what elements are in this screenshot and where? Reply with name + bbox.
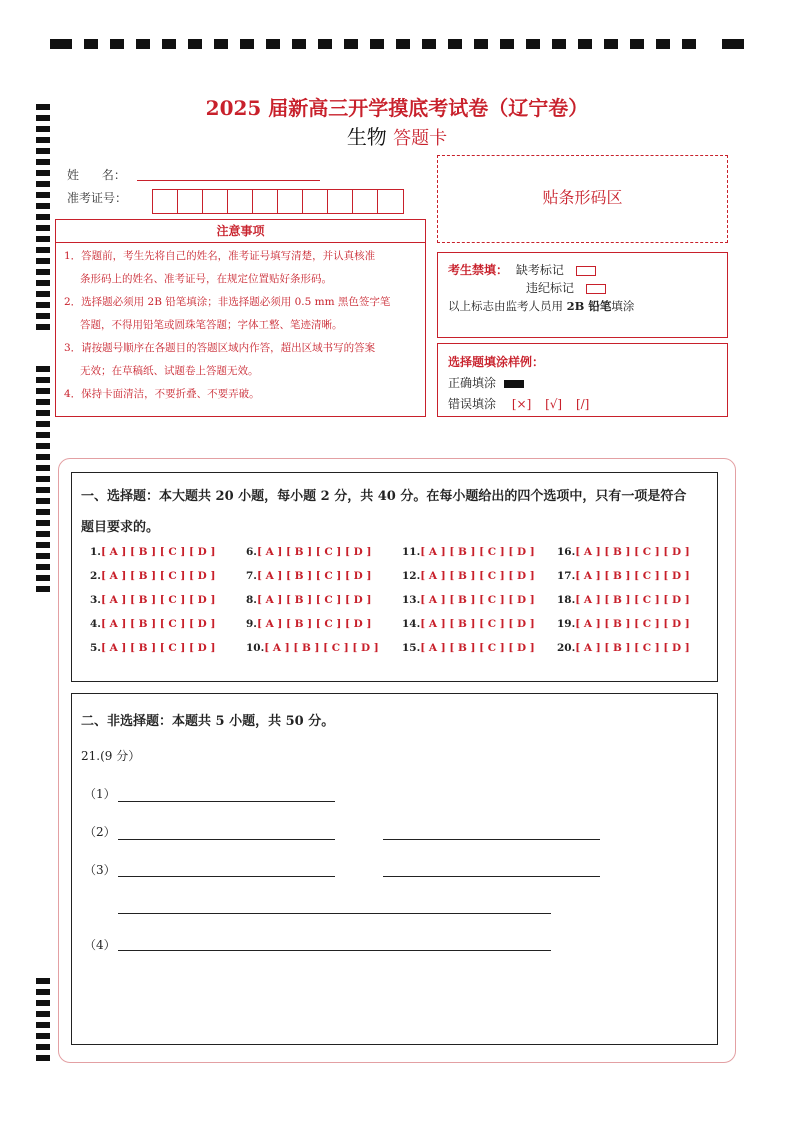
answer-options[interactable]: [ A ] [ B ] [ C ] [ D ] xyxy=(100,642,216,654)
part-1-label: （1） xyxy=(84,787,116,801)
timing-mark xyxy=(240,39,254,49)
timing-mark xyxy=(36,410,50,416)
answer-options[interactable]: [ A ] [ B ] [ C ] [ D ] xyxy=(100,570,216,582)
barcode-area: 贴条形码区 xyxy=(437,155,728,243)
answer-options[interactable]: [ A ] [ B ] [ C ] [ D ] xyxy=(420,546,535,558)
part-4-answer-line[interactable] xyxy=(118,950,551,951)
timing-mark xyxy=(36,465,50,471)
part-2-label: （2） xyxy=(84,825,116,839)
question-number: 15. xyxy=(402,642,421,654)
exam-subtitle xyxy=(0,121,794,150)
timing-mark xyxy=(36,247,50,253)
timing-mark xyxy=(36,553,50,559)
timing-mark xyxy=(36,192,50,198)
choice-question[interactable] xyxy=(246,618,371,630)
fill-example-box xyxy=(437,343,728,417)
question-number: 3. xyxy=(90,594,101,606)
timing-mark xyxy=(500,39,514,49)
id-digit-box[interactable] xyxy=(278,190,303,213)
timing-mark xyxy=(36,542,50,548)
timing-mark xyxy=(36,214,50,220)
choice-question[interactable] xyxy=(557,594,690,606)
timing-mark xyxy=(36,978,50,984)
answer-options[interactable]: [ A ] [ B ] [ C ] [ D ] xyxy=(256,570,372,582)
answer-options[interactable]: [ A ] [ B ] [ C ] [ D ] xyxy=(575,618,690,630)
timing-mark xyxy=(36,225,50,231)
timing-mark xyxy=(604,39,618,49)
question-number: 13. xyxy=(402,594,421,606)
subject-label: 生物 xyxy=(346,125,387,149)
choice-question[interactable] xyxy=(90,570,215,582)
part-3-answer-line-b[interactable] xyxy=(383,876,600,877)
exam-id-boxes[interactable] xyxy=(152,189,404,214)
timing-mark xyxy=(36,236,50,242)
exam-id-label: 准考证号： xyxy=(67,191,128,205)
correct-fill-sample xyxy=(504,380,524,388)
timing-mark xyxy=(36,159,50,165)
choice-section-title-2: 题目要求的。 xyxy=(81,520,160,535)
choice-question[interactable] xyxy=(246,594,371,606)
timing-mark xyxy=(370,39,384,49)
prohibited-box xyxy=(437,252,728,338)
notice-title: 注意事项 xyxy=(56,220,425,243)
question-21-label: 21.(9 分） xyxy=(81,749,141,763)
choice-question[interactable] xyxy=(246,570,371,582)
correct-fill-row xyxy=(448,374,524,391)
choice-question[interactable] xyxy=(246,546,371,558)
violation-label: 违纪标记 xyxy=(526,281,575,295)
id-digit-box[interactable] xyxy=(203,190,228,213)
timing-mark xyxy=(36,313,50,319)
question-number: 20. xyxy=(557,642,576,654)
notice-item: 4．保持卡面清洁，不要折叠、不要弄破。 xyxy=(64,388,260,400)
choice-question[interactable] xyxy=(557,546,690,558)
wrong-mark-slash: [/] xyxy=(575,397,590,411)
choice-question[interactable] xyxy=(402,546,535,558)
question-number: 7. xyxy=(246,570,257,582)
id-digit-box[interactable] xyxy=(328,190,353,213)
wrong-fill-row xyxy=(448,395,589,412)
answer-options[interactable]: [ A ] [ B ] [ C ] [ D ] xyxy=(575,642,690,654)
part-4-label: （4） xyxy=(84,938,116,952)
wrong-mark-check: [√] xyxy=(545,397,563,411)
absent-label: 缺考标记 xyxy=(515,263,564,277)
answer-card-label: 答题卡 xyxy=(393,128,448,149)
id-digit-box[interactable] xyxy=(378,190,403,213)
timing-mark xyxy=(36,989,50,995)
answer-options[interactable]: [ A ] [ B ] [ C ] [ D ] xyxy=(256,546,372,558)
timing-mark xyxy=(266,39,280,49)
answer-options[interactable]: [ A ] [ B ] [ C ] [ D ] xyxy=(264,642,379,654)
id-digit-box[interactable] xyxy=(303,190,328,213)
non-choice-section-title: 二、非选择题：本题共 5 小题，共 50 分。 xyxy=(81,714,335,729)
timing-mark xyxy=(36,564,50,570)
timing-mark xyxy=(36,443,50,449)
timing-mark xyxy=(318,39,332,49)
timing-mark xyxy=(292,39,306,49)
timing-mark xyxy=(36,531,50,537)
timing-mark xyxy=(36,421,50,427)
timing-mark xyxy=(36,377,50,383)
timing-mark xyxy=(36,1011,50,1017)
answer-options[interactable]: [ A ] [ B ] [ C ] [ D ] xyxy=(256,594,372,606)
id-digit-box[interactable] xyxy=(178,190,203,213)
timing-mark xyxy=(36,258,50,264)
part-3-answer-line-a[interactable] xyxy=(118,876,335,877)
correct-fill-label: 正确填涂 xyxy=(448,376,497,390)
part-3-label: （3） xyxy=(84,863,116,877)
id-digit-box[interactable] xyxy=(253,190,278,213)
question-number: 1. xyxy=(90,546,101,558)
answer-options[interactable]: [ A ] [ B ] [ C ] [ D ] xyxy=(420,594,535,606)
notice-item: 3．请按题号顺序在各题目的答题区域内作答，超出区域书写的答案 xyxy=(64,342,376,354)
timing-mark xyxy=(214,39,228,49)
notice-box xyxy=(55,219,426,417)
prohibited-label: 考生禁填： xyxy=(448,263,509,277)
name-field[interactable] xyxy=(137,180,320,181)
answer-options[interactable]: [ A ] [ B ] [ C ] [ D ] xyxy=(420,570,535,582)
timing-mark xyxy=(552,39,566,49)
timing-mark xyxy=(36,575,50,581)
timing-mark xyxy=(474,39,488,49)
answer-options[interactable]: [ A ] [ B ] [ C ] [ D ] xyxy=(100,546,216,558)
id-digit-box[interactable] xyxy=(153,190,178,213)
note-prefix: 以上标志由监考人员用 xyxy=(448,299,567,313)
question-number: 10. xyxy=(246,642,265,654)
fill-example-title: 选择题填涂样例： xyxy=(448,355,545,369)
timing-mark xyxy=(526,39,540,49)
choice-question[interactable] xyxy=(90,642,215,654)
question-number: 19. xyxy=(557,618,576,630)
question-number: 18. xyxy=(557,594,576,606)
violation-mark-box[interactable] xyxy=(586,284,606,294)
part-2-answer-line-b[interactable] xyxy=(383,839,600,840)
absent-mark-box[interactable] xyxy=(576,266,596,276)
timing-mark xyxy=(36,1055,50,1061)
answer-options[interactable]: [ A ] [ B ] [ C ] [ D ] xyxy=(575,594,690,606)
question-number: 9. xyxy=(246,618,257,630)
timing-mark xyxy=(36,586,50,592)
name-label: 姓 名： xyxy=(67,168,126,182)
part-3-answer-line-c[interactable] xyxy=(118,913,551,914)
answer-options[interactable]: [ A ] [ B ] [ C ] [ D ] xyxy=(420,642,535,654)
question-number: 16. xyxy=(557,546,576,558)
notice-item: 条形码上的姓名、准考证号，在规定位置贴好条形码。 xyxy=(80,273,332,285)
timing-mark xyxy=(36,302,50,308)
wrong-fill-label: 错误填涂 xyxy=(448,397,497,411)
question-number: 14. xyxy=(402,618,421,630)
question-number: 17. xyxy=(557,570,576,582)
timing-mark xyxy=(110,39,124,49)
timing-mark xyxy=(682,39,696,49)
exam-title: 2025 届新高三开学摸底考试卷（辽宁卷） xyxy=(205,96,589,120)
note-suffix: 填涂 xyxy=(611,299,635,313)
timing-mark xyxy=(630,39,644,49)
timing-mark xyxy=(162,39,176,49)
notice-item: 答题，不得用铅笔或圆珠笔答题；字体工整、笔迹清晰。 xyxy=(80,319,343,331)
timing-mark xyxy=(722,39,744,49)
timing-mark xyxy=(36,203,50,209)
choice-question[interactable] xyxy=(402,618,535,630)
timing-mark xyxy=(36,509,50,515)
timing-mark xyxy=(36,432,50,438)
choice-question[interactable] xyxy=(90,594,215,606)
question-number: 12. xyxy=(402,570,421,582)
non-choice-section xyxy=(71,693,718,1045)
choice-question[interactable] xyxy=(557,618,690,630)
timing-mark xyxy=(188,39,202,49)
timing-mark xyxy=(448,39,462,49)
notice-item: 2．选择题必须用 2B 铅笔填涂；非选择题必须用 0.5 mm 黑色签字笔 xyxy=(64,296,391,308)
answer-options[interactable]: [ A ] [ B ] [ C ] [ D ] xyxy=(420,618,535,630)
part-2-answer-line-a[interactable] xyxy=(118,839,335,840)
top-timing-marks xyxy=(50,39,744,51)
question-number: 6. xyxy=(246,546,257,558)
timing-mark xyxy=(50,39,72,49)
answer-options[interactable]: [ A ] [ B ] [ C ] [ D ] xyxy=(575,546,690,558)
choice-question[interactable] xyxy=(557,570,690,582)
id-digit-box[interactable] xyxy=(353,190,378,213)
timing-mark xyxy=(36,1044,50,1050)
choice-question[interactable] xyxy=(90,546,215,558)
timing-mark xyxy=(656,39,670,49)
question-number: 11. xyxy=(402,546,421,558)
timing-mark xyxy=(36,388,50,394)
answer-options[interactable]: [ A ] [ B ] [ C ] [ D ] xyxy=(575,570,690,582)
question-number: 8. xyxy=(246,594,257,606)
timing-mark xyxy=(36,280,50,286)
choice-question[interactable] xyxy=(402,642,535,654)
timing-mark xyxy=(36,498,50,504)
answer-options[interactable]: [ A ] [ B ] [ C ] [ D ] xyxy=(256,618,372,630)
part-1-answer-line[interactable] xyxy=(118,801,335,802)
note-bold: 2B 铅笔 xyxy=(566,299,612,313)
answer-options[interactable]: [ A ] [ B ] [ C ] [ D ] xyxy=(100,594,216,606)
timing-mark xyxy=(36,399,50,405)
wrong-mark-x: [×] xyxy=(511,397,532,411)
timing-mark xyxy=(84,39,98,49)
timing-mark xyxy=(396,39,410,49)
prohibited-row-1 xyxy=(448,261,596,278)
timing-mark xyxy=(36,487,50,493)
notice-item: 1．答题前，考生先将自己的姓名，准考证号填写清楚，并认真核准 xyxy=(64,250,376,262)
timing-mark xyxy=(36,181,50,187)
choice-question[interactable] xyxy=(402,594,535,606)
choice-question[interactable] xyxy=(557,642,690,654)
timing-mark xyxy=(36,1000,50,1006)
timing-mark xyxy=(36,324,50,330)
timing-mark xyxy=(578,39,592,49)
prohibited-row-2 xyxy=(526,279,606,296)
choice-section-title: 一、选择题：本大题共 20 小题，每小题 2 分，共 40 分。在每小题给出的四个选项中，只有一项是符合 xyxy=(81,489,687,504)
question-number: 5. xyxy=(90,642,101,654)
timing-mark xyxy=(344,39,358,49)
timing-mark xyxy=(136,39,150,49)
timing-mark xyxy=(422,39,436,49)
timing-mark xyxy=(36,269,50,275)
timing-mark xyxy=(36,454,50,460)
choice-question[interactable] xyxy=(90,618,215,630)
timing-mark xyxy=(36,476,50,482)
timing-mark xyxy=(36,170,50,176)
notice-item: 无效；在草稿纸、试题卷上答题无效。 xyxy=(80,365,259,377)
timing-mark xyxy=(36,520,50,526)
prohibited-note xyxy=(448,298,634,314)
choice-question[interactable] xyxy=(402,570,535,582)
timing-mark xyxy=(36,291,50,297)
timing-mark xyxy=(36,1033,50,1039)
timing-mark xyxy=(36,1022,50,1028)
choice-question[interactable] xyxy=(246,642,379,654)
question-number: 2. xyxy=(90,570,101,582)
id-digit-box[interactable] xyxy=(228,190,253,213)
question-number: 4. xyxy=(90,618,101,630)
choice-section xyxy=(71,472,718,682)
answer-options[interactable]: [ A ] [ B ] [ C ] [ D ] xyxy=(100,618,216,630)
timing-mark xyxy=(36,366,50,372)
